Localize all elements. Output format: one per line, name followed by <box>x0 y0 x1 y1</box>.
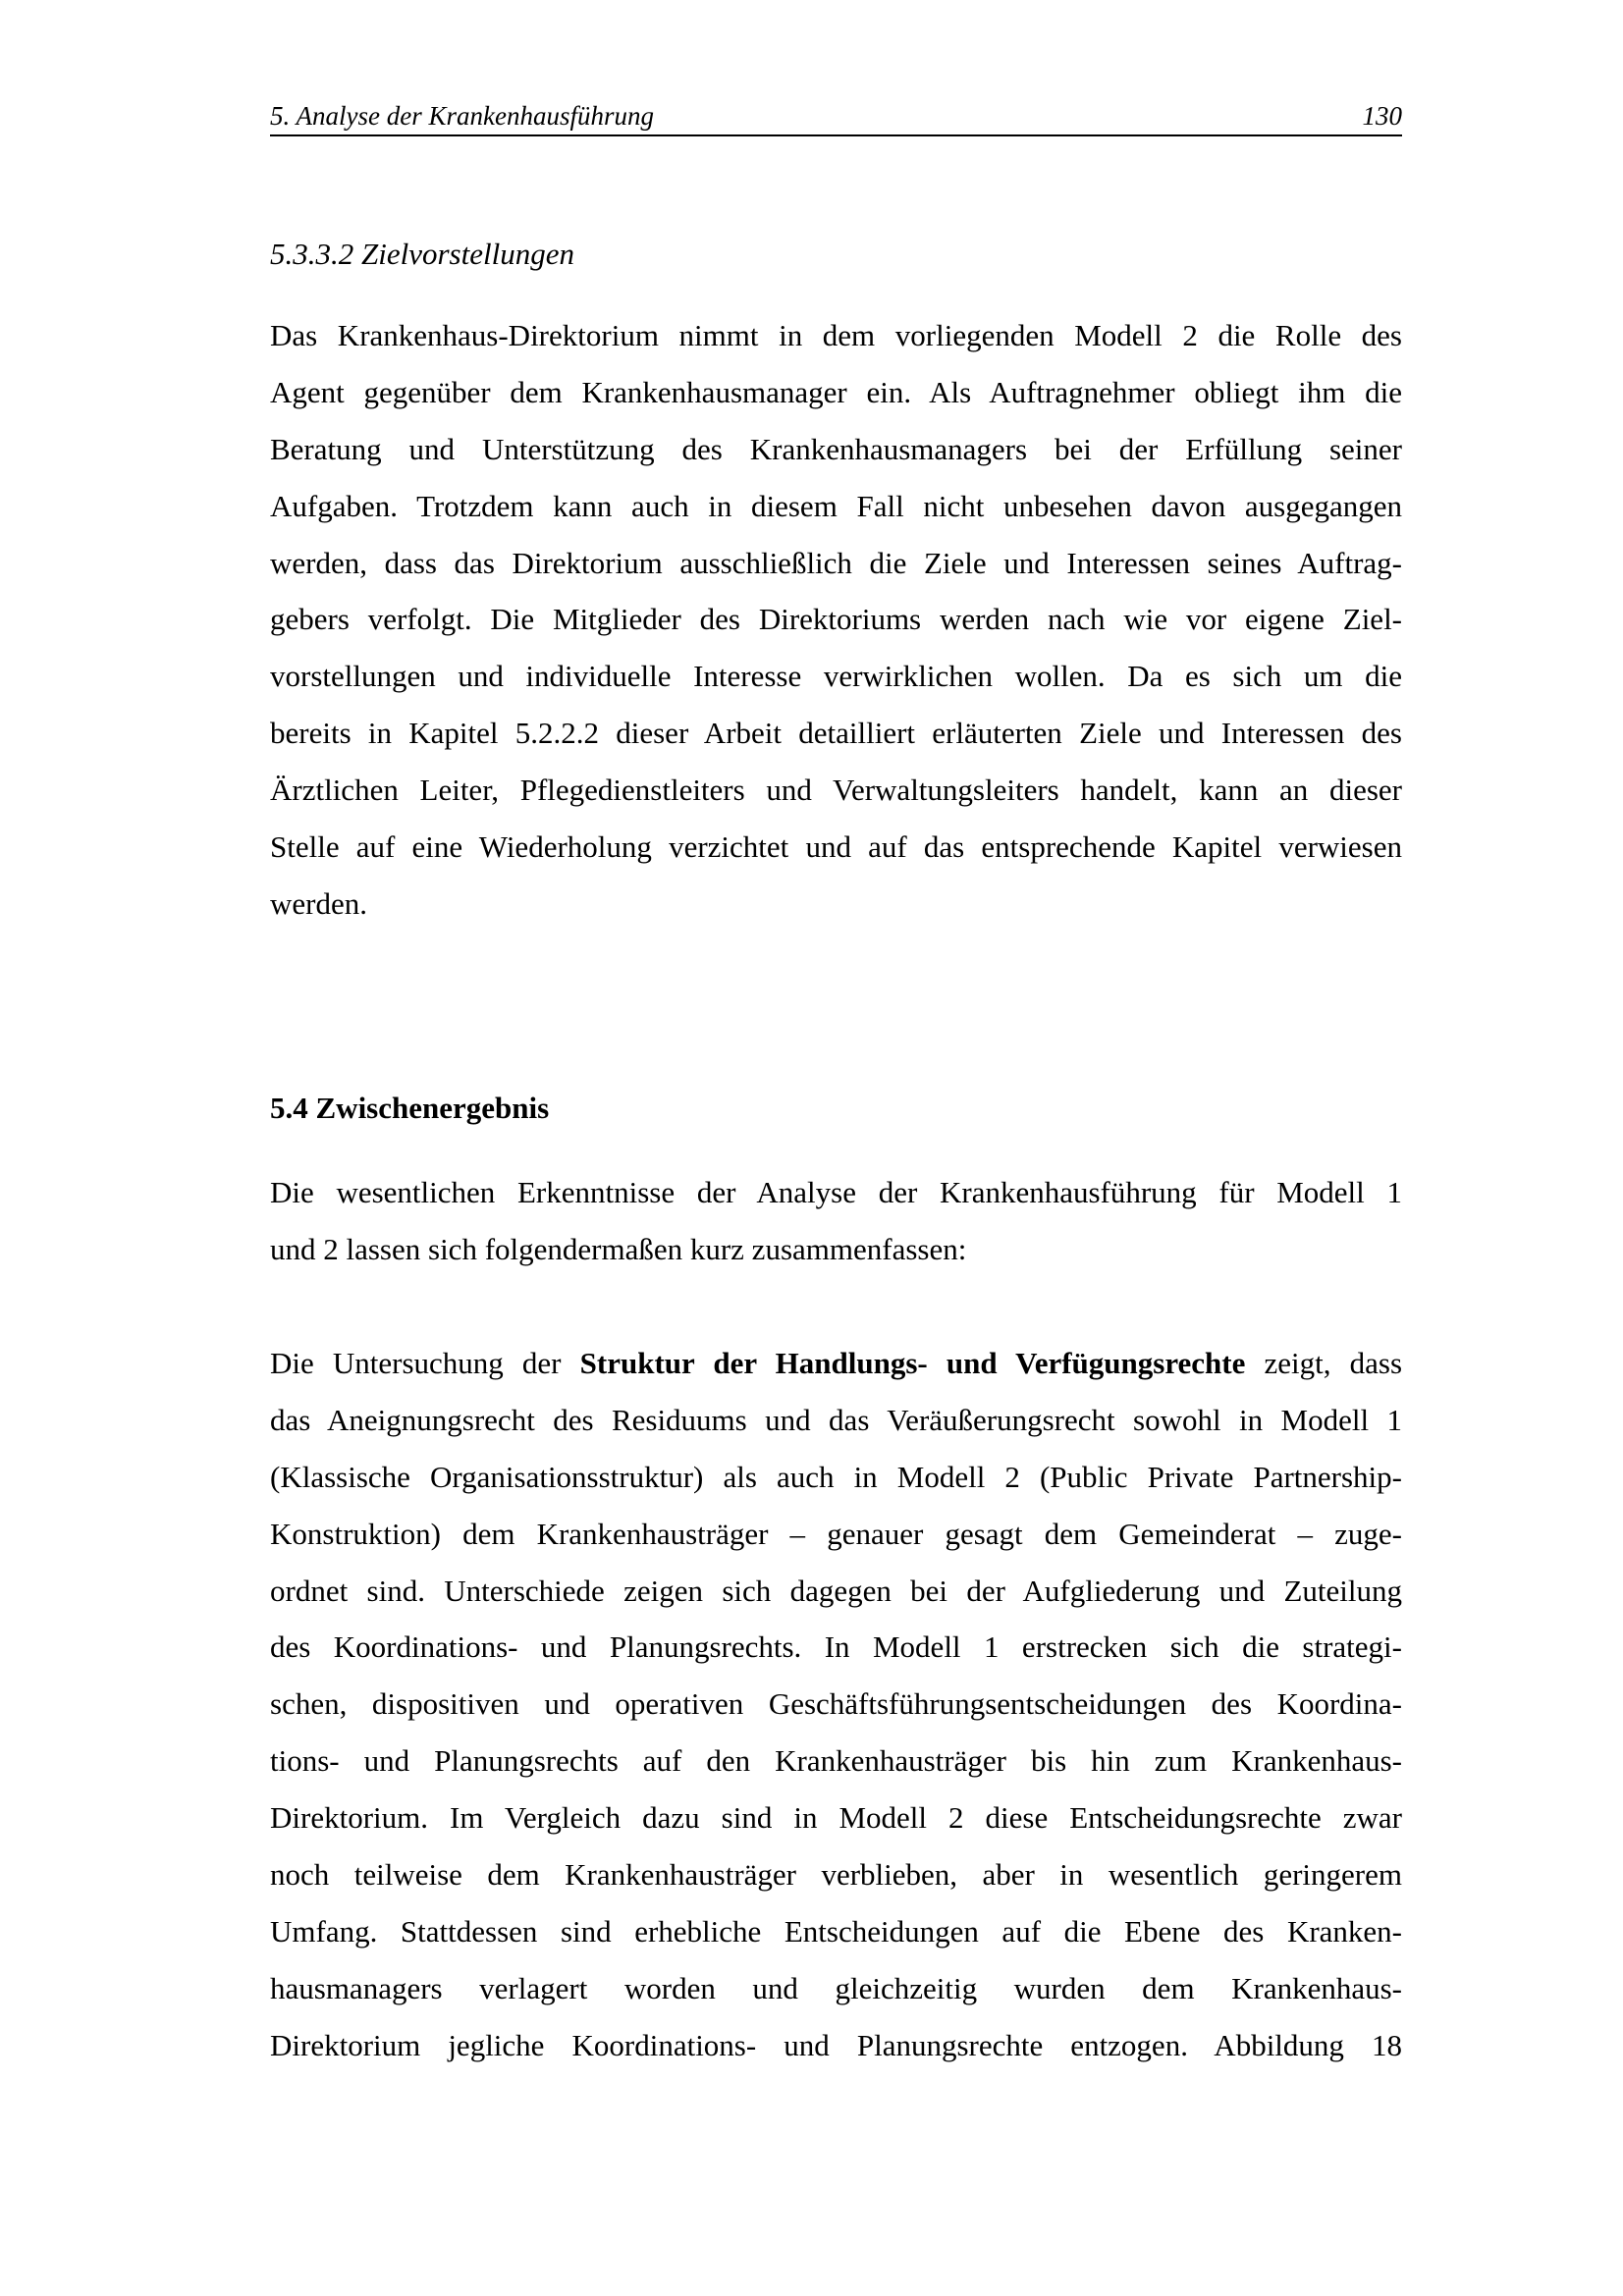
text-line: Die wesentlichen Erkenntnisse der Analyse der Krankenhausführung für Modell 1 <box>270 1175 1402 1209</box>
text-line: Aufgaben. Trotzdem kann auch in diesem Fall nicht unbesehen davon ausgegangen <box>270 488 1402 523</box>
text-line: gebers verfolgt. Die Mitglieder des Direktoriums werden nach wie vor eigene Ziel- <box>270 602 1402 637</box>
text-line: Agent gegenüber dem Krankenhausmanager ein. Als Auftragnehmer obliegt ihm die <box>270 374 1402 409</box>
text-line: noch teilweise dem Krankenhausträger verblieben, aber in wesentlich geringerem <box>270 1857 1402 1893</box>
text-line <box>270 1335 1402 1392</box>
bold-term: Struktur der Handlungs- und Verfügungsrechte <box>579 1346 1246 1380</box>
text-line: bereits in Kapitel 5.2.2.2 dieser Arbeit detailliert erläuterten Ziele und Interessen des <box>270 716 1402 751</box>
text-line: werden. <box>270 885 367 921</box>
chapter-title: 5. Analyse der Krankenhausführung <box>270 101 654 131</box>
text-line: tions- und Planungsrechts auf den Krankenhausträger bis hin zum Krankenhaus- <box>270 1743 1402 1779</box>
text-line: vorstellungen und individuelle Interesse verwirklichen wollen. Da es sich um die <box>270 659 1402 694</box>
text-line: Ärztlichen Leiter, Pflegedienstleiters und Verwaltungsleiters handelt, kann an dieser <box>270 773 1402 808</box>
text-line: Stelle auf eine Wiederholung verzichtet und auf das entsprechende Kapitel verwiesen <box>270 829 1402 865</box>
text-line: Direktorium. Im Vergleich dazu sind in Modell 2 diese Entscheidungsrechte zwar <box>270 1800 1402 1836</box>
text-line: schen, dispositiven und operativen Geschäftsführungsentscheidungen des Koordina- <box>270 1686 1402 1722</box>
text-line: ordnet sind. Unterschiede zeigen sich dagegen bei der Aufgliederung und Zuteilung <box>270 1573 1402 1608</box>
text-line: das Aneignungsrecht des Residuums und das Veräußerungsrecht sowohl in Modell 1 <box>270 1402 1402 1437</box>
text-line: hausmanagers verlagert worden und gleichzeitig wurden dem Krankenhaus- <box>270 1970 1402 2005</box>
text-line: und 2 lassen sich folgendermaßen kurz zusammenfassen: <box>270 1231 967 1266</box>
text-line: des Koordinations- und Planungsrechts. In Modell 1 erstrecken sich die strategi- <box>270 1629 1402 1665</box>
section-heading-5-3-3-2: 5.3.3.2 Zielvorstellungen <box>270 237 574 271</box>
paragraph-struktur-lines <box>270 1392 1402 2074</box>
paragraph-intro <box>270 1164 1402 1278</box>
text-span: Die Untersuchung der <box>270 1346 580 1380</box>
text-line: Direktorium jegliche Koordinations- und Planungsrechte entzogen. Abbildung 18 <box>270 2027 1402 2062</box>
text-line: werden, dass das Direktorium ausschließlich die Ziele und Interessen seines Auftrag- <box>270 545 1402 580</box>
running-header <box>270 98 1402 133</box>
text-line: (Klassische Organisationsstruktur) als auch in Modell 2 (Public Private Partnership- <box>270 1459 1402 1494</box>
text-line: Umfang. Stattdessen sind erhebliche Entscheidungen auf die Ebene des Kranken- <box>270 1913 1402 1949</box>
text-line: Beratung und Unterstützung des Krankenhausmanagers bei der Erfüllung seiner <box>270 431 1402 466</box>
text-span: zeigt, dass <box>1245 1346 1403 1380</box>
page-number: 130 <box>1362 101 1402 131</box>
section-heading-5-4: 5.4 Zwischenergebnis <box>270 1091 550 1125</box>
header-rule <box>270 134 1402 136</box>
text-line: Konstruktion) dem Krankenhausträger – genauer gesagt dem Gemeinderat – zuge- <box>270 1516 1402 1551</box>
paragraph-struktur <box>270 1335 1402 2074</box>
text-line: Das Krankenhaus-Direktorium nimmt in dem vorliegenden Modell 2 die Rolle des <box>270 318 1402 352</box>
paragraph-zielvorstellungen <box>270 307 1402 933</box>
